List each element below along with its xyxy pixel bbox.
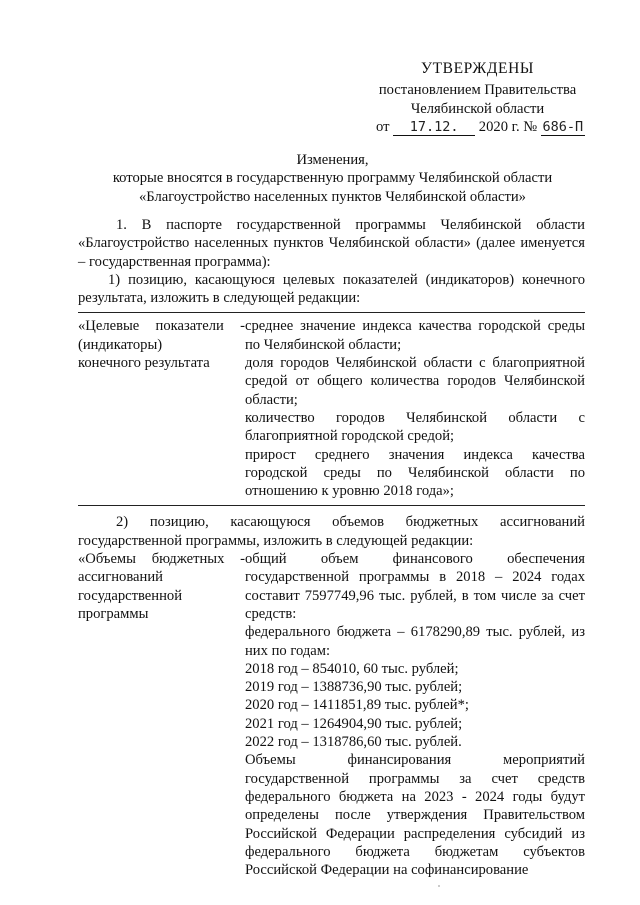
divider-1 — [78, 312, 585, 313]
budget-year-2022: 2022 год – 1318786,60 тыс. рублей. — [245, 734, 462, 751]
approval-line-2: Челябинской области — [410, 100, 545, 117]
budget-year-2019: 2019 год – 1388736,90 тыс. рублей; — [245, 679, 463, 696]
approval-line-1: постановлением Правительства — [378, 82, 577, 99]
target-indicators-list — [245, 317, 585, 500]
number-field — [541, 119, 585, 136]
block1-left-line-2: (индикаторы) — [78, 336, 163, 353]
block2-left-line-3: государственной — [78, 587, 183, 604]
block1-left-line-1: «Целевые показатели - — [78, 318, 245, 335]
block2-left-line-1: «Объемы бюджетных - — [78, 551, 245, 568]
date-prefix: от — [376, 119, 390, 135]
indicator-4: прирост среднего значения индекса качества городской среды по Челябинской области по отношению к уровню 2018 года»; — [245, 446, 585, 500]
budget-federal: федерального бюджета – 6178290,89 тыс. рублей, из них по годам: — [245, 624, 585, 659]
title-line-1: Изменения, — [296, 152, 369, 168]
block2-left-line-4: программы — [78, 605, 149, 622]
block1-left-line-3: конечного результата — [78, 355, 210, 372]
number-value: 686-П — [542, 119, 584, 135]
approval-date-line — [376, 118, 585, 136]
item-2-sub-2: 2) позицию, касающуюся объемов бюджетных ассигнований государственной программы, изложить в следующей редакции: — [78, 514, 585, 549]
item-1-sub-1: 1) позицию, касающуюся целевых показателей (индикаторов) конечного результата, изложить в следующей редакции: — [78, 271, 585, 307]
approval-heading: УТВЕРЖДЕНЫ — [421, 60, 534, 77]
document-body — [78, 216, 585, 879]
block2-left-line-2: ассигнований — [78, 569, 163, 586]
title-line-2: которые вносятся в государственную программу Челябинской области — [112, 170, 553, 187]
item-1-intro: 1. В паспорте государственной программы Челябинской области «Благоустройство населенных пунктов Челябинской области» (далее именуется – государственная программа): — [78, 217, 585, 270]
title-line-3: «Благоустройство населенных пунктов Челябинской области» — [139, 188, 526, 205]
budget-year-2021: 2021 год – 1264904,90 тыс. рублей; — [245, 715, 463, 732]
budget-year-2020: 2020 год – 1411851,89 тыс. рублей*; — [245, 697, 469, 714]
date-value: 17.12. — [409, 119, 459, 135]
date-field — [393, 119, 475, 136]
scan-speck — [438, 885, 440, 887]
target-indicators-block — [78, 317, 585, 500]
target-indicators-label — [78, 317, 245, 500]
budget-total: общий объем финансового обеспечения государственной программы в 2018 – 2024 годах составит 7597749,96 тыс. рублей, в том числе за счет средств: — [245, 551, 585, 622]
budget-allocations-label — [78, 550, 245, 879]
indicator-3: количество городов Челябинской области с благоприятной городской средой; — [245, 409, 585, 445]
budget-allocations-text — [245, 550, 585, 879]
divider-2 — [78, 505, 585, 506]
document-title — [80, 151, 585, 206]
year-text: 2020 г. № — [478, 119, 538, 135]
approval-stamp — [370, 60, 585, 118]
indicator-2: доля городов Челябинской области с благоприятной средой от общего количества городов Челябинской области; — [245, 355, 585, 408]
budget-year-2018: 2018 год – 854010, 60 тыс. рублей; — [245, 660, 459, 677]
indicator-1: среднее значение индекса качества городской среды по Челябинской области; — [245, 318, 585, 353]
budget-allocations-block — [78, 550, 585, 879]
budget-note: Объемы финансирования мероприятий государственной программы за счет средств федерального бюджета на 2023 - 2024 годы будут определены после утверждения Правительством Российской Федерации распределения субсидий из федерального бюджета бюджетам субъектов Российской Федерации на софинансирование — [245, 752, 585, 879]
